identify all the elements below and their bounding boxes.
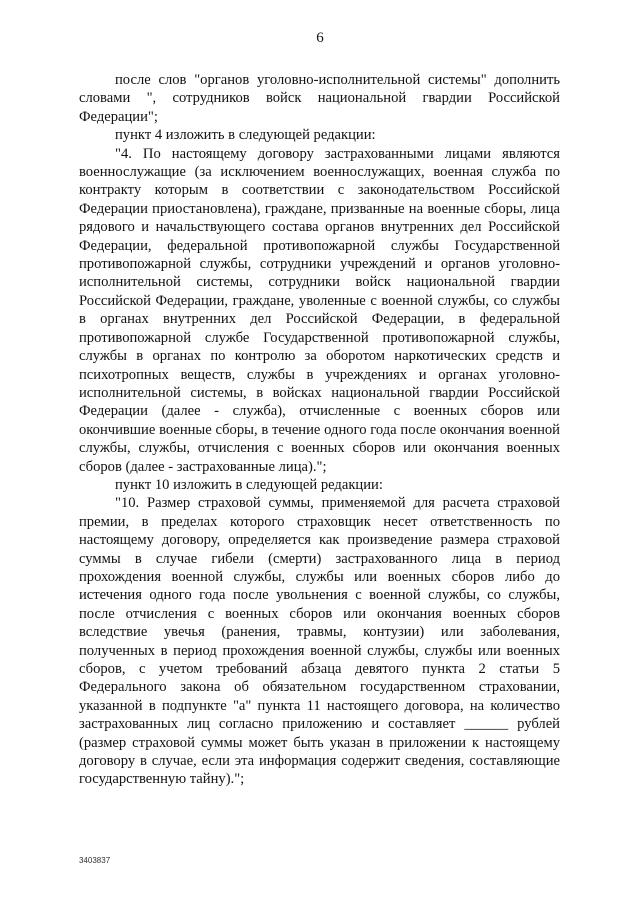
- paragraph-point10-text: "10. Размер страховой суммы, применяемой для расчета страховой премии, в пределах которого страховщик несет ответственность по настоящему договору, определяется как произведение размера страховой суммы в случае гибели (смерти) застрахованного лица в период прохождения военной службы, службы или военных сборов либо до истечения одного года после увольнения с военной службы, со службы, после отчисления с военных сборов или окончания военных сборов вследствие увечья (ранения, травмы, контузии) или заболевания, полученных в период прохождения военной службы, службы или военных сборов, с учетом требований абзаца девятого пункта 2 статьи 5 Федерального закона об обязательном государственном страховании, указанной в подпункте "а" пункта 11 настоящего договора, на количество застрахованных лиц согласно приложению и составляет ______ рублей (размер страховой суммы может быть указан в приложении к настоящему договору в случае, если эта информация содержит сведения, составляющие государственную тайну).";: [79, 495, 560, 788]
- paragraph-amendment-intro: после слов "органов уголовно-исполнительной системы" дополнить словами ", сотрудников войск национальной гвардии Российской Федерации";: [79, 72, 560, 125]
- document-body: [79, 71, 560, 789]
- paragraph-point10-heading: пункт 10 изложить в следующей редакции:: [115, 476, 383, 493]
- page-number: 6: [316, 30, 324, 46]
- paragraph-point4-heading: пункт 4 изложить в следующей редакции:: [115, 127, 376, 144]
- paragraph-point4-text: "4. По настоящему договору застрахованными лицами являются военнослужащие (за исключением военнослужащих, военная служба по контракту которым в соответствии с законодательством Российской Федерации приостановлена), граждане, призванные на военные сборы, лица рядового и начальствующего состава органов внутренних дел Российской Федерации, федеральной противопожарной службы Государственной противопожарной службы, сотрудники учреждений и органов уголовно-исполнительной системы, сотрудники войск национальной гвардии Российской Федерации, граждане, уволенные с военной службы, со службы в органах внутренних дел Российской Федерации, в федеральной противопожарной службе Государственной противопожарной службы, службы в органах по контролю за оборотом наркотических средств и психотропных веществ, службы в учреждениях и органах уголовно-исполнительной системы, в войсках национальной гвардии Российской Федерации (далее - служба), отчисленные с военных сборов или окончившие военные сборы, в течение одного года после окончания военной службы, службы, отчисления с военных сборов или окончания военных сборов (далее - застрахованные лица).";: [79, 145, 560, 475]
- document-code: 3403837: [79, 856, 111, 865]
